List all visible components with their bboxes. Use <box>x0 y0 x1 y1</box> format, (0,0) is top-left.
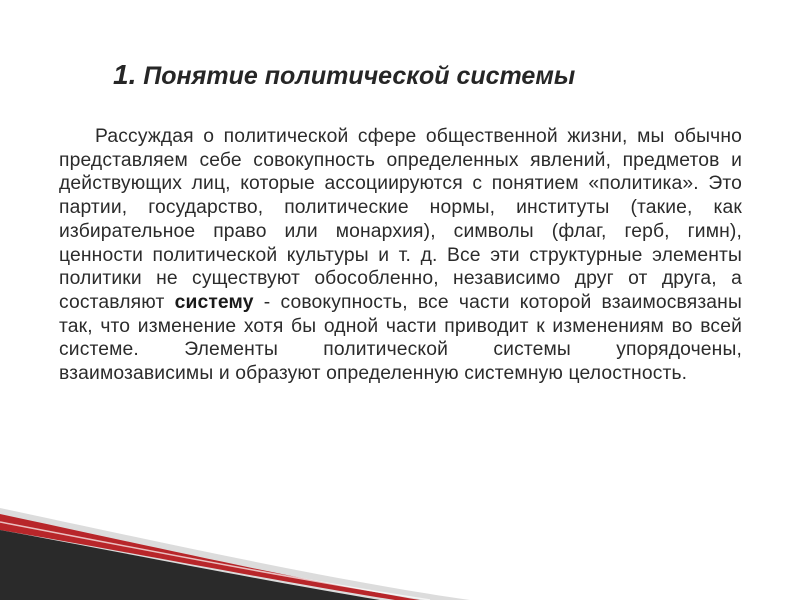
paragraph-term-highlight: систему <box>174 291 254 313</box>
title-text: Понятие политической системы <box>136 62 576 90</box>
paragraph-text-before-term: Рассуждая о политической сфере общественной жизни, мы обычно представляем себе совокупность определенных явлений, предметов и действующих лиц, которые ассоциируются с понятием «политика». Это партии, государство, политические нормы, институты (такие, как избирательное право или монархия), символы (флаг, герб, гимн), ценности политической культуры и т. д. Все эти структурные элементы политики не существуют обособленно, независимо друг от друга, а составляют <box>59 126 742 313</box>
decorative-swoosh <box>0 500 800 600</box>
body-paragraph <box>59 125 742 386</box>
paragraph-text-after-term: - совокупность, все части которой взаимосвязаны так, что изменение хотя бы одной части приводит к изменениям во всей системе. Элементы политической системы упорядочены, взаимозависимы и образуют определенную системную целостность. <box>59 291 742 385</box>
title-number: 1. <box>113 59 137 90</box>
slide-title <box>113 58 753 93</box>
